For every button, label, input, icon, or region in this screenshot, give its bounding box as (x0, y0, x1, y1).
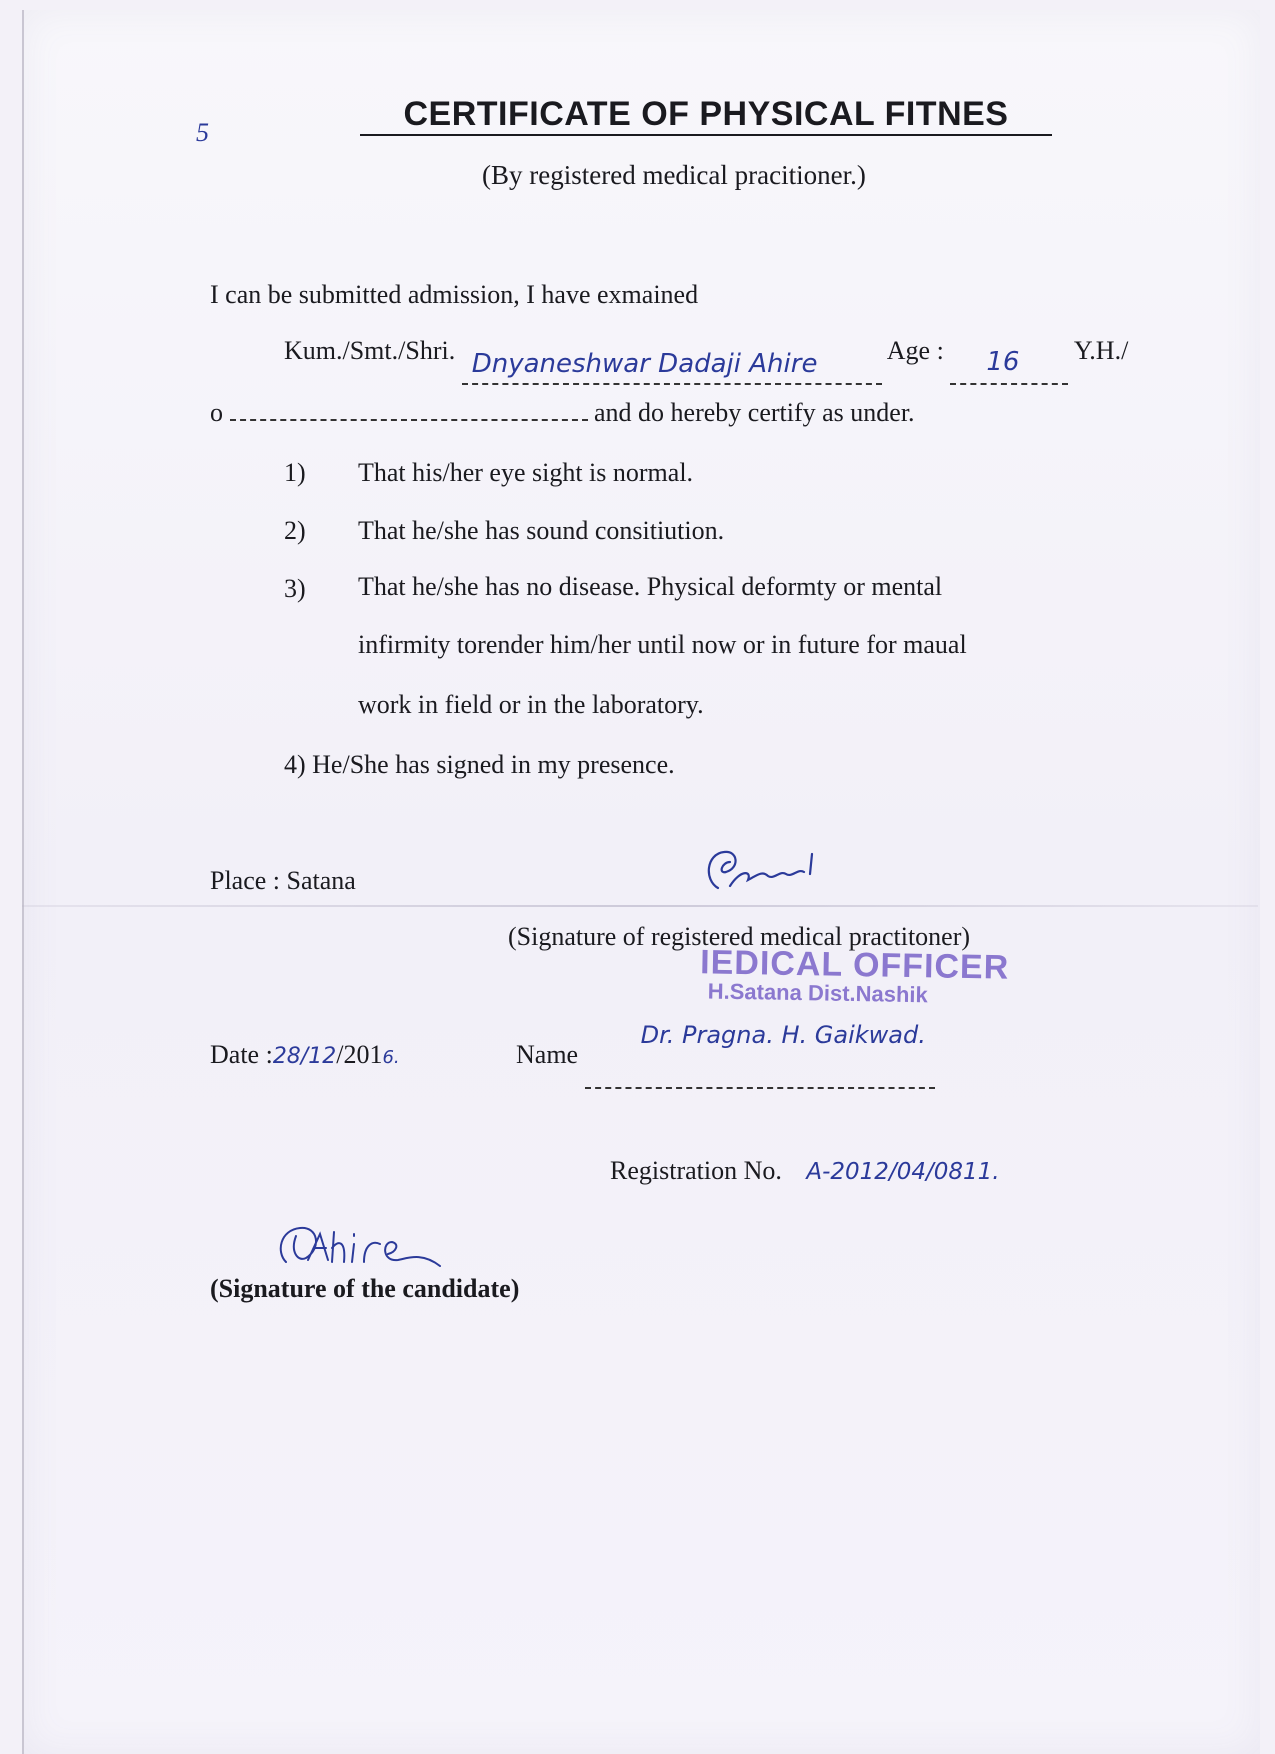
certificate-subtitle: (By registered medical pracitioner.) (482, 160, 866, 190)
certify-text: and do hereby certify as under. (594, 398, 915, 427)
intro-text: I can be submitted admission, I have exmained (210, 280, 699, 309)
item-1-num: 1) (284, 458, 306, 487)
date-year: /201 (336, 1040, 383, 1069)
document-page (22, 10, 1260, 1754)
registration-line (610, 1156, 1000, 1186)
name-label: Name (516, 1040, 579, 1069)
doctor-name-dash-line (585, 1069, 935, 1089)
item-3-text: That he/she has no disease. Physical deformty or mental (358, 572, 943, 601)
date-line (210, 1040, 400, 1070)
candidate-name: Dnyaneshwar Dadaji Ahire (471, 349, 818, 379)
item-3-num: 3) (284, 574, 306, 603)
place-label: Place : Satana (210, 866, 356, 895)
item-2-text: That he/she has sound consitiution. (358, 516, 725, 545)
stamp-line-1: IEDICAL OFFICER (699, 943, 1010, 987)
registration-value: A-2012/04/0811. (806, 1159, 1000, 1185)
item-4-text: 4) He/She has signed in my presence. (284, 750, 675, 779)
age-label: Age : (886, 336, 944, 365)
age-value: 16 (986, 347, 1020, 377)
candidate-line (284, 336, 1129, 379)
candidate-signature-label: (Signature of the candidate) (210, 1274, 520, 1303)
doctor-name: Dr. Pragna. H. Gaikwad. (640, 1021, 926, 1049)
item-2-num: 2) (284, 516, 306, 545)
certificate-title: CERTIFICATE OF PHYSICAL FITNES (360, 94, 1052, 136)
date-label: Date : (210, 1040, 273, 1069)
medical-officer-stamp (699, 943, 1009, 1009)
yh-label: Y.H./ (1073, 336, 1129, 365)
stamp-line-2: H.Satana Dist.Nashik (707, 978, 928, 1008)
fold-line (22, 905, 1258, 907)
item-3-text-cont: infirmity torender him/her until now or in future for maual (358, 630, 967, 659)
certify-line (210, 398, 915, 428)
date-handwritten: 28/12 (272, 1044, 337, 1069)
candidate-signature-scribble (272, 1222, 462, 1282)
o-dash-line (230, 401, 588, 421)
date-year-handwritten: 6. (382, 1047, 400, 1068)
registration-label: Registration No. (610, 1156, 782, 1185)
name-line (516, 1021, 935, 1070)
item-3-text-end: work in field or in the laboratory. (358, 690, 704, 719)
doctor-signature-scribble (700, 840, 860, 910)
corner-mark: 5 (196, 118, 209, 147)
name-prefix: Kum./Smt./Shri. (284, 336, 456, 365)
item-1-text: That his/her eye sight is normal. (358, 458, 694, 487)
line-o: o (210, 398, 223, 427)
signature-label: (Signature of registered medical practitoner) (508, 922, 971, 951)
